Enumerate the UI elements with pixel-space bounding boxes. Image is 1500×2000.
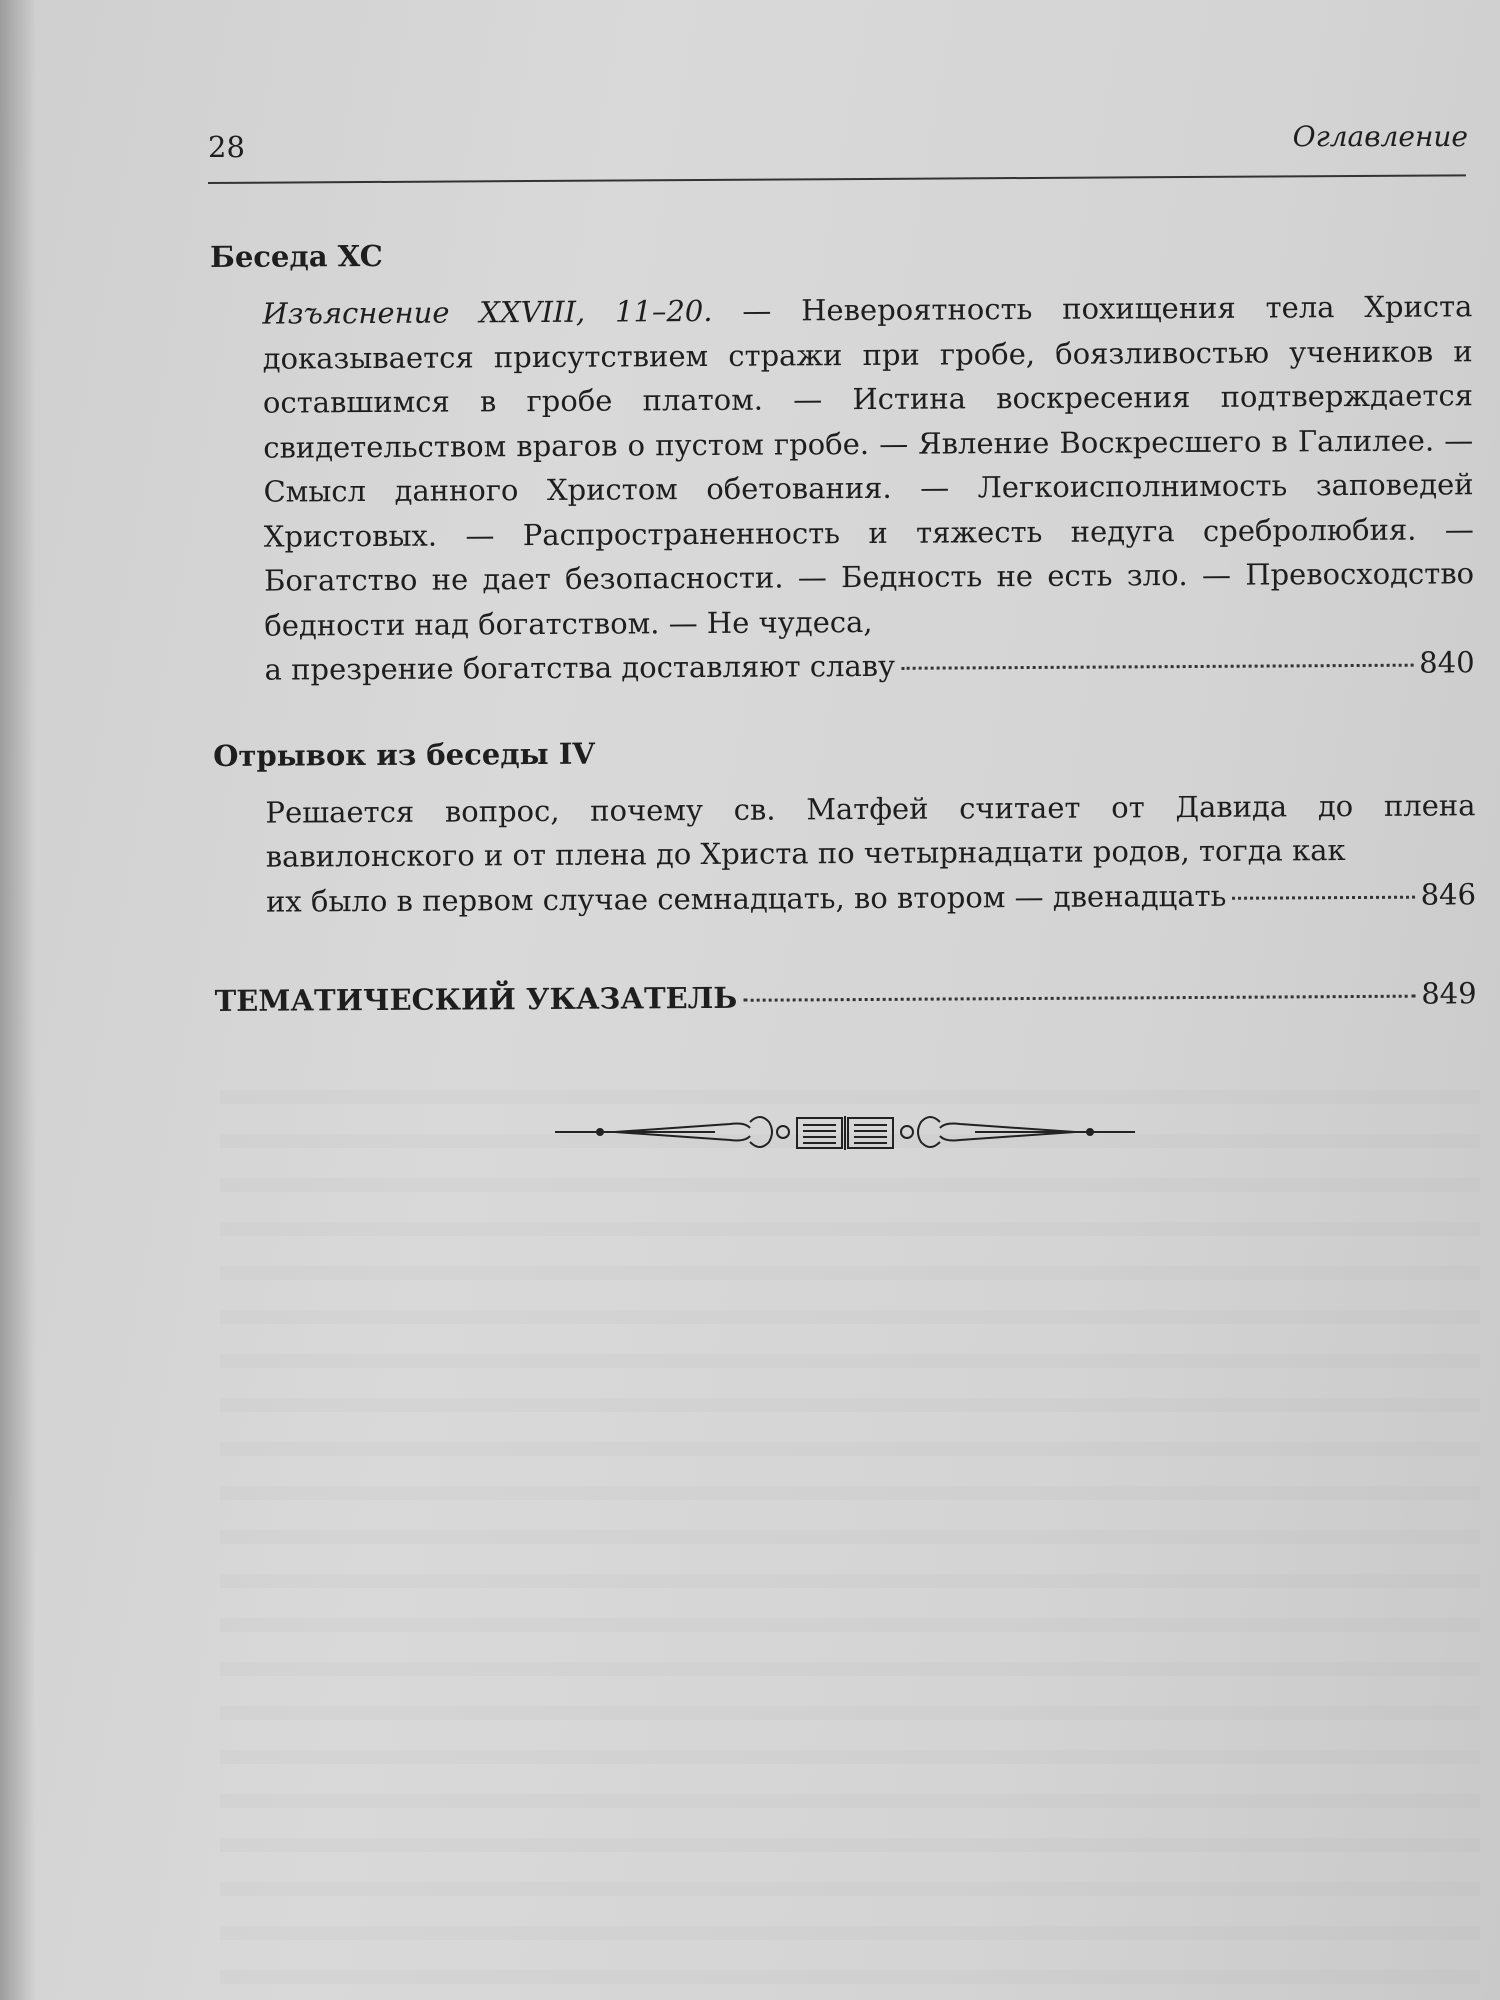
page-header bbox=[208, 120, 1468, 176]
entry-last-line bbox=[266, 872, 1476, 924]
scripture-reference: Изъяснение XXVIII, 11–20. bbox=[262, 293, 713, 331]
entry-summary: — Невероятность похищения тела Христа доказывается присутствием стражи при гробе, боязливостью учеников и оставшимся в гробе платом. — Истина воскресения подтверждается свидетельством врагов о пустом гробе. — Явление Воскресшего в Галилее. — Смысл данного Христом обетования. — Легкоисполнимость заповедей Христовых. — Распространенность и тяжесть недуга сребролюбия. — Богатство не дает безопасности. — Бедность не есть зло. — Превосходство бедности над богатством. — Не чудеса, bbox=[262, 289, 1475, 643]
table-of-contents bbox=[210, 232, 1477, 1018]
dot-leader bbox=[743, 995, 1415, 1002]
page-reference: 849 bbox=[1421, 976, 1477, 1011]
page-reference: 846 bbox=[1420, 876, 1477, 912]
entry-last-line bbox=[264, 640, 1474, 692]
section-heading: Отрывок из беседы IV bbox=[213, 736, 595, 773]
dot-leader bbox=[1232, 895, 1414, 899]
section-heading: Беседа XC bbox=[210, 238, 383, 274]
page-number: 28 bbox=[208, 130, 245, 164]
page-gutter-shadow bbox=[0, 0, 36, 2000]
toc-entry bbox=[265, 783, 1476, 924]
running-head: Оглавление bbox=[1292, 120, 1468, 153]
entry-description bbox=[262, 284, 1474, 647]
toc-entry bbox=[262, 284, 1474, 692]
dot-leader bbox=[901, 664, 1413, 670]
entry-summary-end: их было в первом случае семнадцать, во втором — двенадцать bbox=[265, 878, 1227, 919]
entry-summary: Решается вопрос, почему св. Матфей считает от Давида до плена вавилонского и от плена до Христа по четырнадцати родов, тогда как bbox=[265, 787, 1476, 874]
book-vignette-icon bbox=[555, 1110, 1135, 1160]
show-through-text bbox=[220, 1090, 1480, 1990]
index-entry bbox=[215, 976, 1477, 1018]
entry-summary-end: а презрение богатства доставляют славу bbox=[264, 648, 896, 687]
header-rule bbox=[208, 174, 1466, 184]
index-label: ТЕМАТИЧЕСКИЙ УКАЗАТЕЛЬ bbox=[214, 980, 738, 1018]
page-reference: 840 bbox=[1419, 645, 1475, 680]
